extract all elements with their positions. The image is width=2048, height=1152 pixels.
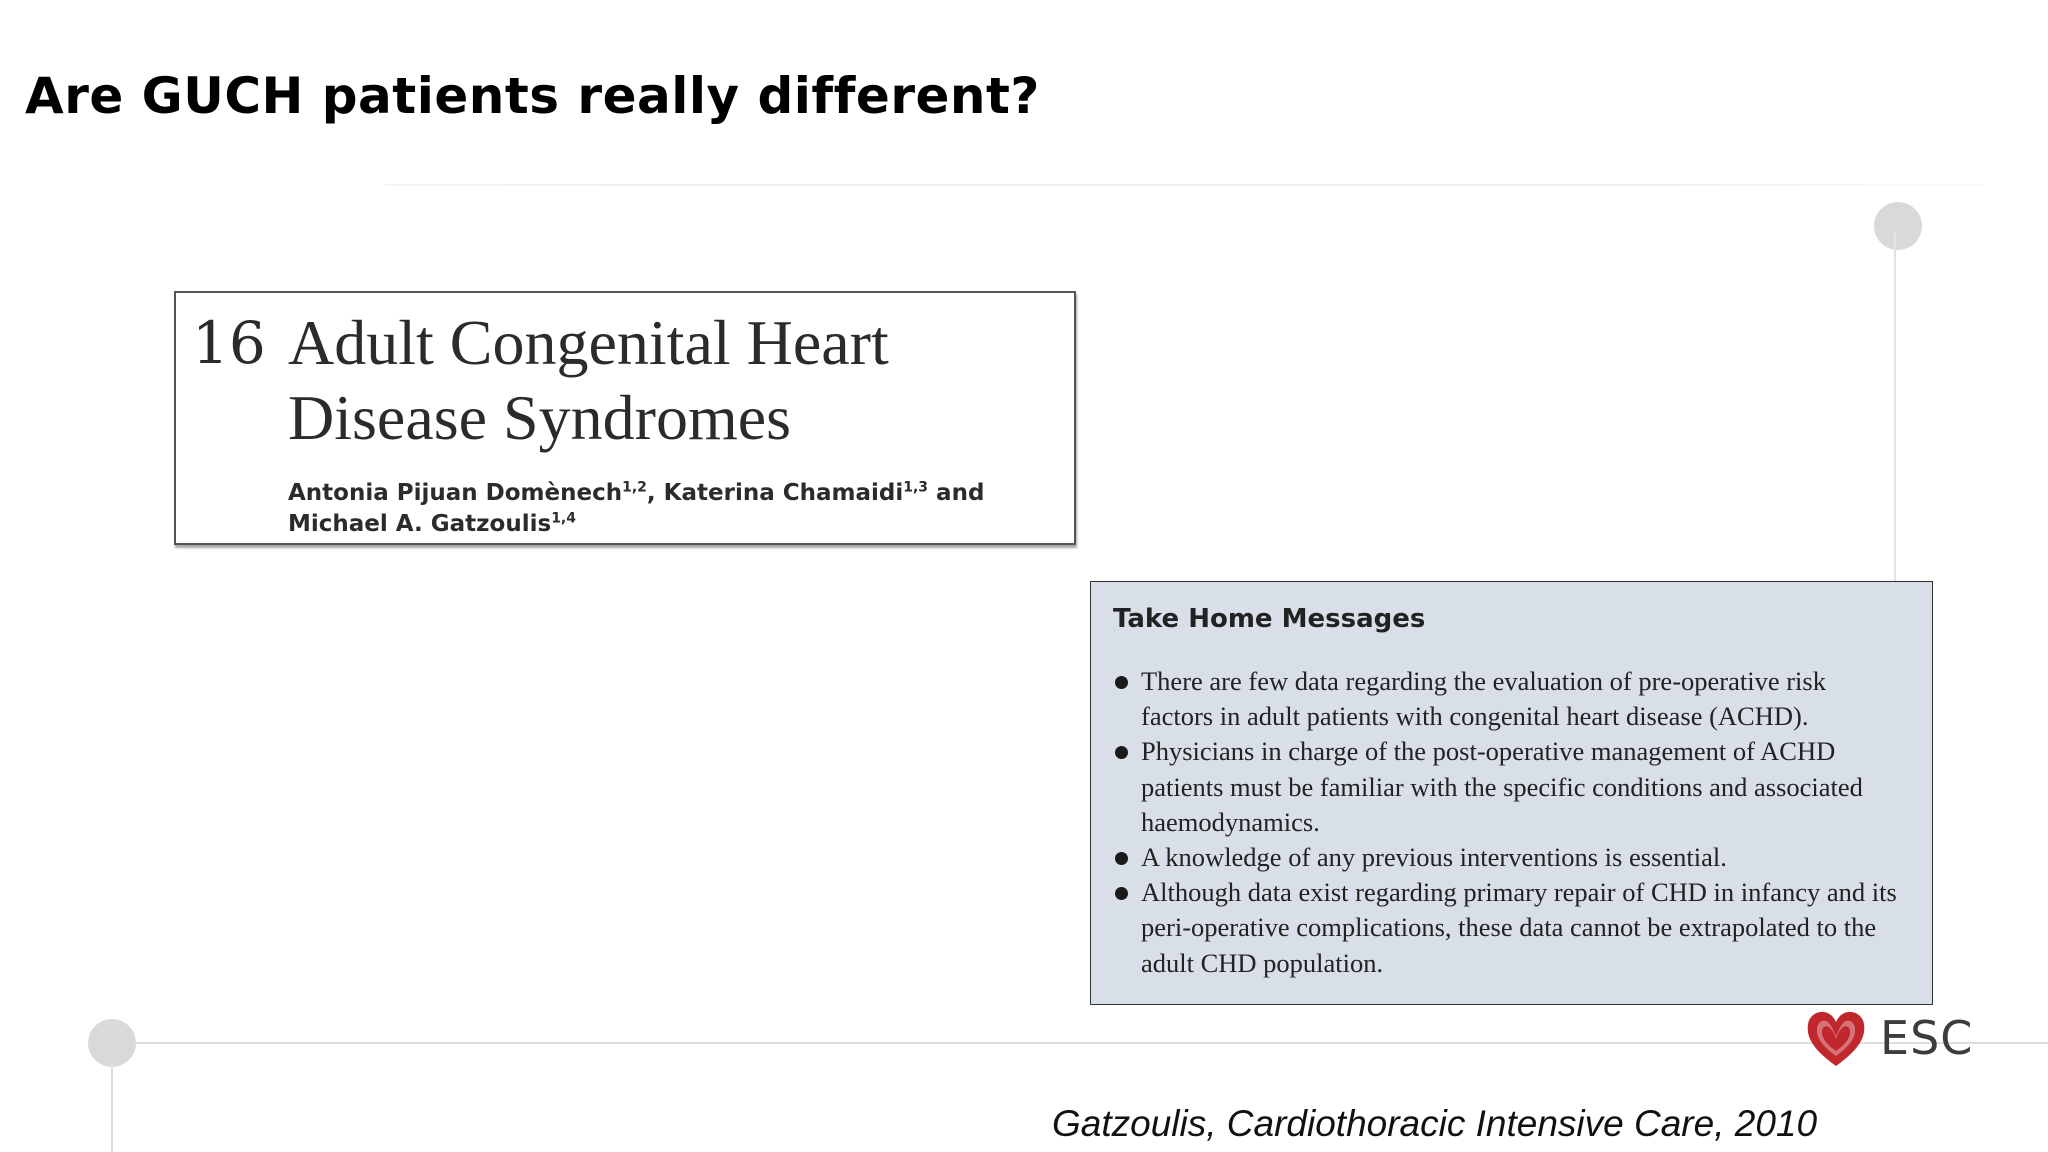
list-item-text: A knowledge of any previous interventions is essential. (1141, 842, 1727, 873)
chapter-authors (288, 478, 1048, 540)
list-item (1113, 734, 1902, 840)
decorative-dot-top (1874, 202, 1922, 250)
list-item-text: There are few data regarding the evaluation of pre-operative risk factors in adult patients with congenital heart disease (ACHD). (1141, 666, 1826, 732)
bullet-icon (1115, 746, 1128, 759)
author-name: Antonia Pijuan Domènech (288, 480, 623, 506)
chapter-title (288, 305, 1048, 455)
bullet-icon (1115, 852, 1128, 865)
chapter-title-line-2: Disease Syndromes (288, 382, 792, 453)
divider-line-right (1894, 232, 1896, 582)
take-home-heading: Take Home Messages (1113, 604, 1426, 634)
heart-icon (1804, 1006, 1868, 1070)
take-home-list (1113, 664, 1902, 981)
divider-line-bottom (134, 1042, 2048, 1044)
list-item (1113, 840, 1902, 875)
author-name: Katerina Chamaidi (663, 480, 904, 506)
esc-logo-text: ESC (1880, 1011, 1974, 1065)
author-name: Michael A. Gatzoulis (288, 511, 552, 537)
author-separator: , (646, 480, 664, 506)
list-item-text: Physicians in charge of the post-operative management of ACHD patients must be familiar with the specific conditions and associated haemodynamics. (1141, 736, 1863, 837)
citation: Gatzoulis, Cardiothoracic Intensive Care, 2010 (1052, 1103, 1818, 1144)
author-affiliation: 1,2 (622, 479, 647, 496)
author-separator: and (928, 480, 985, 506)
author-affiliation: 1,4 (551, 510, 576, 527)
bullet-icon (1115, 887, 1128, 900)
slide-title: Are GUCH patients really different? (25, 67, 1040, 125)
list-item-text: Although data exist regarding primary repair of CHD in infancy and its peri-operative complications, these data cannot be extrapolated to the adult CHD population. (1141, 877, 1897, 978)
list-item (1113, 875, 1902, 981)
take-home-messages-box (1090, 581, 1933, 1005)
chapter-title-excerpt (174, 291, 1076, 545)
chapter-title-line-1: Adult Congenital Heart (288, 307, 889, 378)
divider-line-top (385, 184, 1985, 186)
esc-logo (1804, 1004, 1979, 1076)
author-affiliation: 1,3 (903, 479, 929, 496)
list-item (1113, 664, 1902, 734)
bullet-icon (1115, 676, 1128, 689)
chapter-number: 16 (192, 309, 266, 377)
divider-line-left (111, 1060, 113, 1152)
